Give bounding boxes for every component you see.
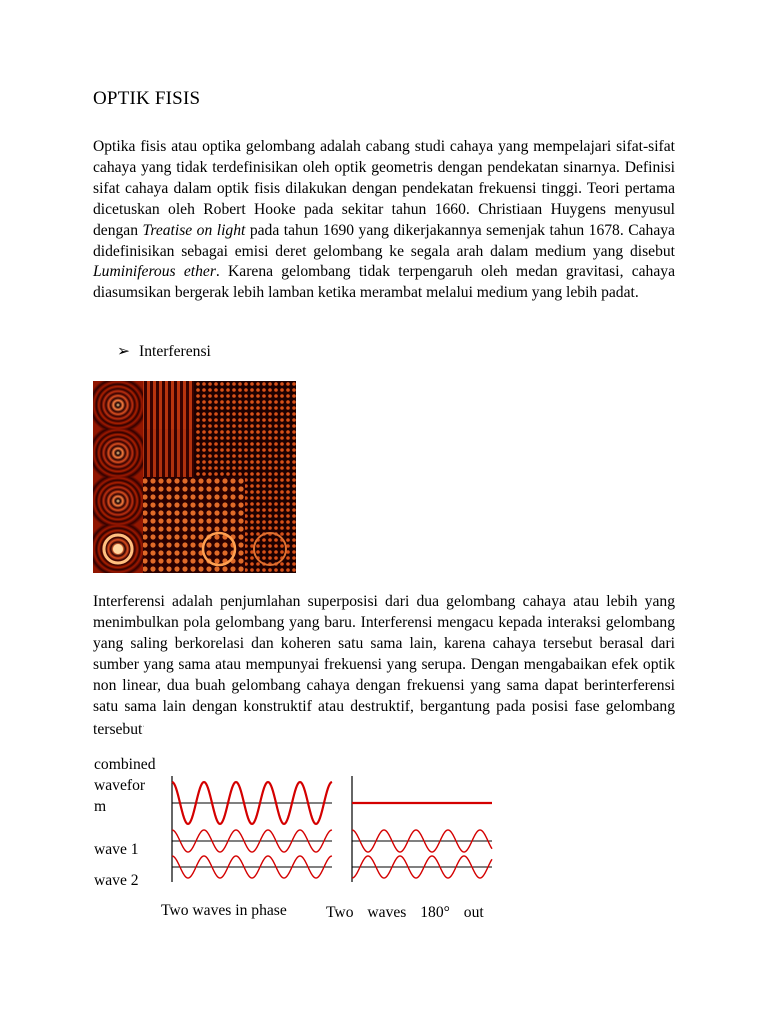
intro-italic-treatise: Treatise on light [142,221,246,239]
intro-text-2: pada tahun 1690 yang dikerjakannya semenjak tahun 1678. Cahaya didefinisikan sebagai emisi deret gelombang ke segala arah dalam medium yang disebut [93,221,675,260]
label-wave-1: wave 1 [94,841,139,858]
paragraph-interferensi [93,592,675,742]
bullet-label: Interferensi [139,343,211,360]
intro-italic-ether: Luminiferous ether [93,263,216,281]
bullet-item-interferensi [117,342,211,361]
caption-out-of-phase: Two waves 180° out [326,904,484,921]
intro-text-3: . Karena gelombang tidak terpengaruh oleh medan gravitasi, cahaya diasumsikan bergerak lebih lamban ketika merambat melalui medium yang lebih padat. [93,263,675,302]
interference-pattern-image [93,381,296,573]
page-title: OPTIK FISIS [93,88,201,109]
label-combined-waveform: combined waveform [94,756,156,815]
paragraph-end-mark: · [142,724,145,731]
interferensi-text: Interferensi adalah penjumlahan superposisi dari dua gelombang cahaya atau lebih yang menimbulkan pola gelombang yang baru. Interferensi mengacu kepada interaksi gelombang yang saling berkorelasi dan koheren satu sama lain, karena cahaya tersebut berasal dari sumber yang sama atau mempunyai frekuensi yang serupa. Dengan mengabaikan efek optik non linear, dua buah gelombang cahaya dengan frekuensi yang sama dapat berinterferensi satu sama lain dengan konstruktif atau destruktif, bergantung pada posisi fase gelombang tersebut [93,593,675,739]
caption-in-phase: Two waves in phase [161,902,287,919]
label-wave-2: wave 2 [94,872,139,889]
intro-text-1: Optika fisis atau optika gelombang adalah cabang studi cahaya yang mempelajari sifat-sifat cahaya yang tidak terdefinisikan oleh optik geometris dengan pendekatan sinarnya. Definisi sifat cahaya dalam optik fisis dilakukan dengan pendekatan frekuensi tinggi. Teori pertama dicetuskan oleh Robert Hooke pada sekitar tahun 1660. Christiaan Huygens menyusul dengan [93,138,675,239]
paragraph-intro [93,137,675,304]
bullet-arrow-icon: ➢ [117,343,131,360]
